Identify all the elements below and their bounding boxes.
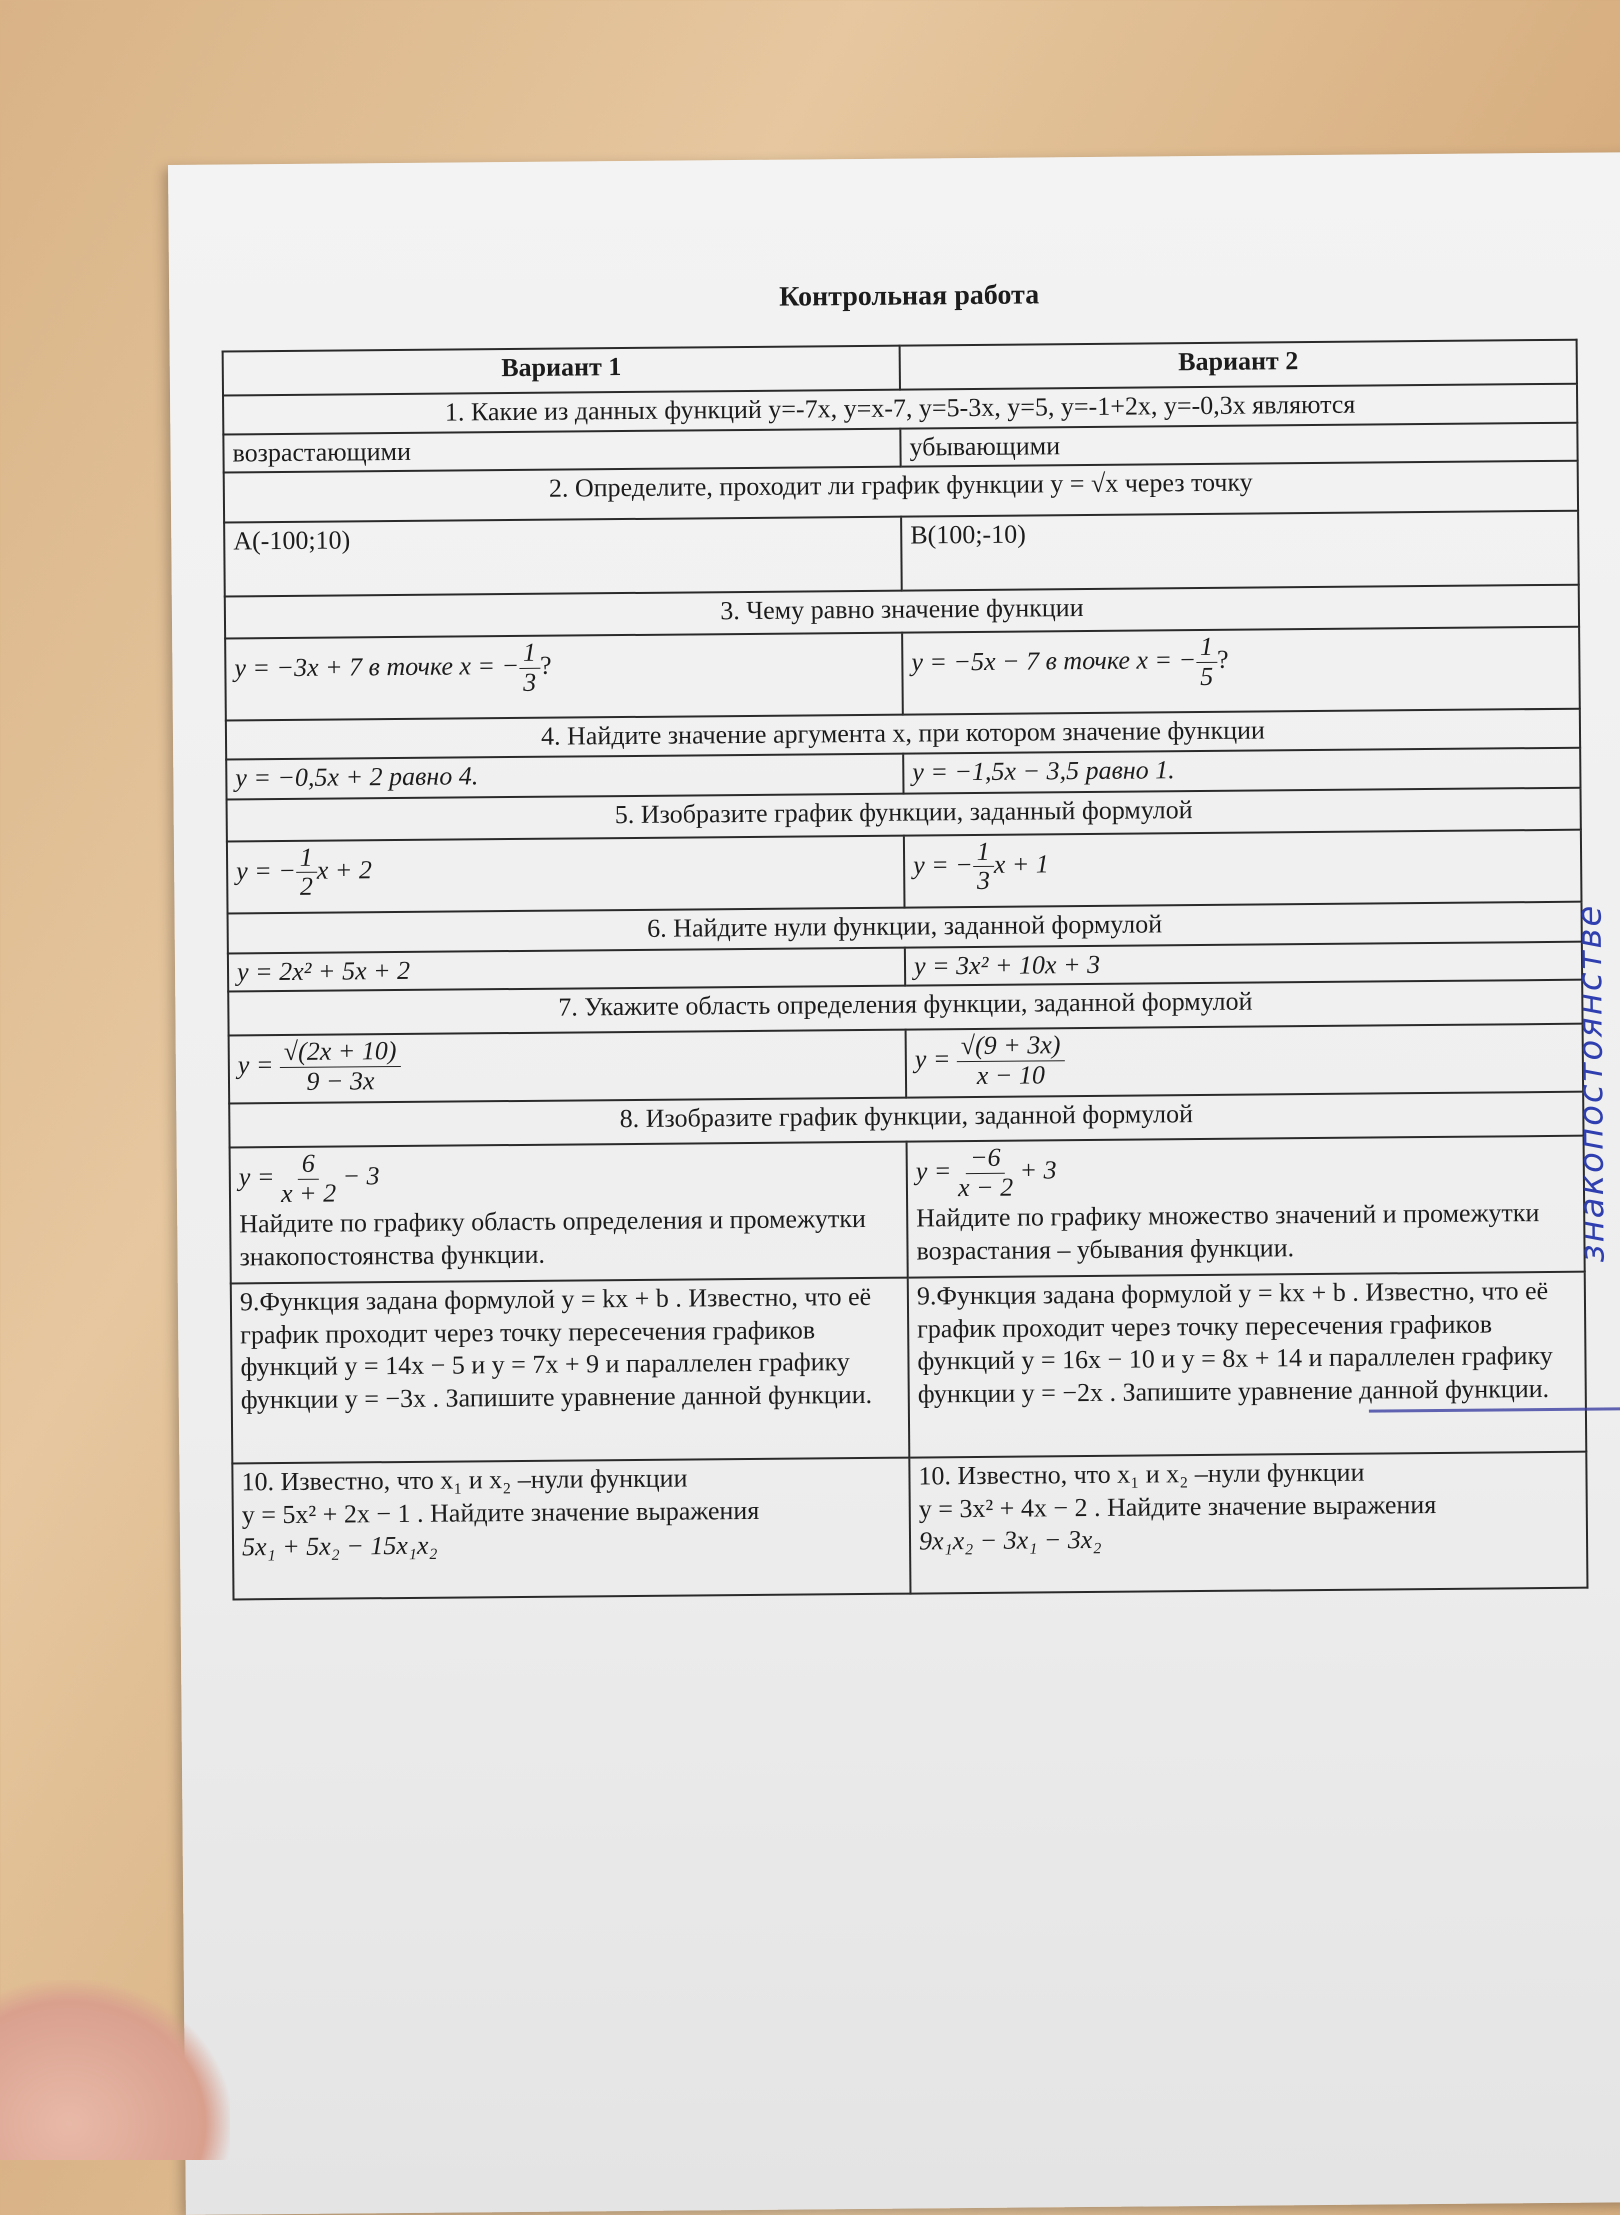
fraction: $\frac{6}{x + 2}$ xyxy=(280,1148,337,1208)
formula: y = −5x − 7 в точке x = − xyxy=(911,645,1197,677)
q8-variant-2: y = $\frac{-6}{x - 2}$ + 3 Найдите по графику множество значений и промежутки возрастания – убывания функции. xyxy=(907,1136,1585,1278)
question-5: 5. Изобразите график функции, заданный формулой xyxy=(227,787,1581,841)
q7-variant-2: y = $\frac{√(9 + 3x)}{x - 10}$ xyxy=(906,1024,1584,1098)
formula: y = −3x + 7 в точке x = − xyxy=(234,651,520,683)
q2-variant-1: A(-100;10) xyxy=(224,517,902,597)
fraction: $\frac{1}{2}$ xyxy=(296,843,318,901)
q6-variant-1: y = 2x² + 5x + 2 xyxy=(228,947,905,991)
question-8: 8. Изобразите график функции, заданной формулой xyxy=(229,1092,1583,1148)
page-title: Контрольная работа xyxy=(778,279,1040,313)
q5-variant-2: y = − $\frac{1}{3}$ x + 1 xyxy=(904,829,1582,907)
q9-variant-2: 9.Функция задана формулой y = kx + b . Известно, что её график проходит через точку пересечения графиков функций y = 16x − 10 и y = 8x + 14 и параллелен графику функции y = −2x . Запишите уравнение данной функции. xyxy=(908,1272,1587,1458)
q5-variant-1: y = − $\frac{1}{2}$ x + 2 xyxy=(227,835,905,913)
fraction: $\frac{√(9 + 3x)}{x - 10}$ xyxy=(957,1031,1065,1090)
q3-variant-2: y = −5x − 7 в точке x = − $\frac{1}{5}$ ? xyxy=(902,627,1580,715)
fraction: $\frac{1}{3}$ xyxy=(519,639,541,697)
task-text: Найдите по графику множество значений и промежутки возрастания – убывания функции. xyxy=(916,1198,1540,1266)
fraction: $\frac{-6}{x - 2}$ xyxy=(957,1142,1014,1202)
task-text: Найдите по графику область определения и промежутки знакопостоянства функции. xyxy=(239,1204,867,1272)
question-4: 4. Найдите значение аргумента x, при котором значение функции xyxy=(226,709,1580,759)
question-1: 1. Какие из данных функций y=-7x, y=x-7, y=5-3x, y=5, y=-1+2x, y=-0,3x являются xyxy=(223,384,1577,434)
q4-variant-1: y = −0,5x + 2 равно 4. xyxy=(226,753,903,799)
fraction: $\frac{1}{5}$ xyxy=(1196,633,1218,691)
question-3: 3. Чему равно значение функции xyxy=(225,585,1579,639)
handwritten-note: знакопостоянстве xyxy=(1569,903,1613,1263)
variant-2-header: Вариант 2 xyxy=(900,340,1577,390)
q3-variant-1: y = −3x + 7 в точке x = − $\frac{1}{3}$ ? xyxy=(225,633,903,721)
q6-variant-2: y = 3x² + 10x + 3 xyxy=(905,941,1582,985)
q9-variant-1: 9.Функция задана формулой y = kx + b . Известно, что её график проходит через точку пересечения графиков функций y = 14x − 5 и y = 7x + 9 и параллелен графику функции y = −3x . Запишите уравнение данной функции. xyxy=(231,1278,910,1464)
paper-sheet xyxy=(168,152,1620,2215)
question-7: 7. Укажите область определения функции, заданной формулой xyxy=(228,980,1582,1036)
q1-variant-2: убывающими xyxy=(900,422,1577,466)
variant-1-header: Вариант 1 xyxy=(223,346,900,396)
q4-variant-2: y = −1,5x − 3,5 равно 1. xyxy=(903,747,1580,793)
fraction: $\frac{√(2x + 10)}{9 - 3x}$ xyxy=(280,1037,401,1096)
q10-variant-1: 10. Известно, что x₁ и x₂ –нули функции y = 5x² + 2x − 1 . Найдите значение выражения 5x₁ + 5x₂ − 15x₁x₂ xyxy=(232,1458,910,1600)
q2-variant-2: B(100;-10) xyxy=(901,511,1579,591)
q7-variant-1: y = $\frac{√(2x + 10)}{9 - 3x}$ xyxy=(229,1030,907,1104)
q8-variant-1: y = $\frac{6}{x + 2}$ − 3 Найдите по графику область определения и промежутки знакопостоянства функции. xyxy=(230,1142,908,1284)
q10-variant-2: 10. Известно, что x₁ и x₂ –нули функции y = 3x² + 4x − 2 . Найдите значение выражения 9x₁x₂ − 3x₁ − 3x₂ xyxy=(909,1452,1587,1594)
hand-thumb xyxy=(0,1980,230,2160)
question-2: 2. Определите, проходит ли график функции y = √x через точку xyxy=(224,461,1578,523)
fraction: $\frac{1}{3}$ xyxy=(973,837,995,895)
q1-variant-1: возрастающими xyxy=(223,428,900,472)
question-6: 6. Найдите нули функции, заданной формулой xyxy=(228,901,1582,953)
